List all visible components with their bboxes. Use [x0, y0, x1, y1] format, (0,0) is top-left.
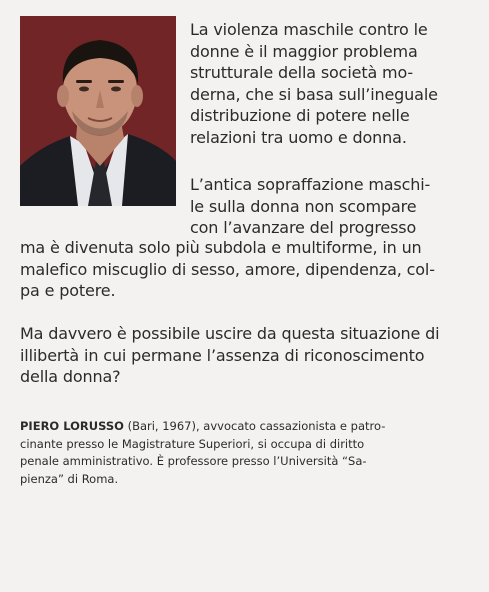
bio-line: pienza” di Roma.: [20, 471, 119, 486]
text-line: ma è divenuta solo più subdola e multiforme, in un: [20, 238, 422, 257]
text-line: pa e potere.: [20, 281, 116, 301]
text-line: strutturale della società mo-: [190, 63, 414, 83]
bio-line: penale amministrativo. È professore presso l’Università “Sa-: [20, 454, 367, 468]
text-line: le sulla donna non scompare: [190, 196, 417, 216]
text-line: relazioni tra uomo e donna.: [190, 127, 407, 147]
author-photo: [20, 16, 176, 206]
intro-paragraph: [190, 19, 480, 149]
question-paragraph: [20, 323, 480, 388]
text-line: della donna?: [20, 367, 121, 387]
bio-line: cinante presso le Magistrature Superiori, si occupa di diritto: [20, 436, 365, 451]
author-bio: [20, 418, 480, 488]
text-line: La violenza maschile contro le: [190, 20, 428, 39]
text-line: illibertà in cui permane l’assenza di riconoscimento: [20, 345, 425, 365]
text-line: Ma davvero è possibile uscire da questa situazione di: [20, 324, 440, 343]
author-name: PIERO LORUSSO: [20, 419, 124, 433]
bio-line: [20, 418, 480, 436]
text-line: donne è il maggior problema: [190, 41, 418, 61]
text-line: derna, che si basa sull’ineguale: [190, 84, 438, 104]
bio-first-line: (Bari, 1967), avvocato cassazionista e patro-: [123, 419, 386, 433]
second-paragraph-bottom: [20, 237, 480, 302]
text-line: L’antica sopraffazione maschi-: [190, 175, 431, 194]
second-paragraph-top: [190, 174, 480, 239]
text-line: con l’avanzare del progresso: [190, 218, 417, 238]
text-line: distribuzione di potere nelle: [190, 106, 410, 126]
text-line: malefico miscuglio di sesso, amore, dipendenza, col-: [20, 259, 435, 279]
